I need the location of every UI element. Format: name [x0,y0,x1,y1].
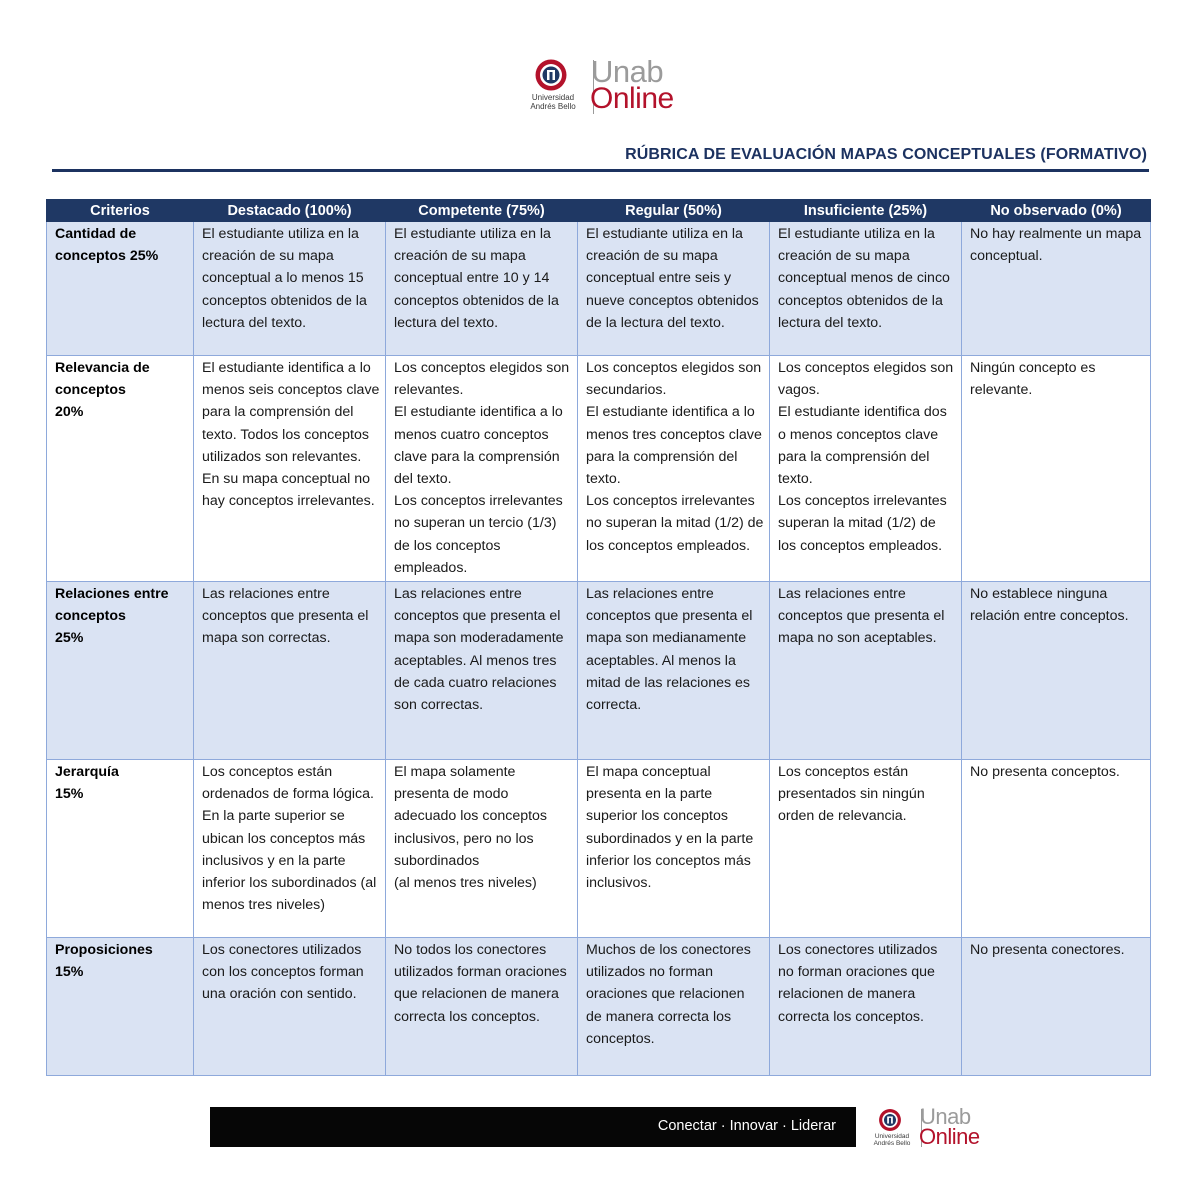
rubric-cell: Los conectores utilizados con los conceptos forman una oración con sentido. [194,938,386,1076]
rubric-cell: El estudiante utiliza en la creación de su mapa conceptual entre 10 y 14 conceptos obtenidos de la lectura del texto. [386,222,578,356]
rubric-cell: Los conceptos elegidos son secundarios. El estudiante identifica a lo menos tres conceptos clave para la comprensión del texto. Los conceptos irrelevantes no superan la mitad (1/2) de los conceptos empleados. [578,356,770,582]
title-rule [52,169,1149,172]
column-header: Criterios [47,200,194,222]
footer-slogan: Conectar · Innovar · Liderar [657,1118,836,1134]
university-name: Universidad Andrés Bello [530,93,576,111]
university-name: Universidad Andrés Bello [873,1133,911,1147]
rubric-row [47,582,1151,760]
rubric-cell: El estudiante utiliza en la creación de su mapa conceptual a lo menos 15 conceptos obtenidos de la lectura del texto. [194,222,386,356]
rubric-cell: Muchos de los conectores utilizados no forman oraciones que relacionen de manera correcta los conceptos. [578,938,770,1076]
rubric-cell: Ningún concepto es relevante. [962,356,1151,582]
rubric-cell: Las relaciones entre conceptos que presenta el mapa son medianamente aceptables. Al menos la mitad de las relaciones es correcta. [578,582,770,760]
column-header: Regular (50%) [578,200,770,222]
brand-online-text: Online [919,1124,980,1149]
rubric-cell: Los conectores utilizados no forman oraciones que relacionen de manera correcta los conceptos. [770,938,962,1076]
column-header: No observado (0%) [962,200,1151,222]
rubric-cell: El mapa conceptual presenta en la parte superior los conceptos subordinados y en la parte inferior los conceptos más inclusivos. [578,760,770,938]
rubric-table [46,199,1151,1076]
rubric-row [47,760,1151,938]
criterion-cell: Relaciones entre conceptos 25% [47,582,194,760]
column-header: Competente (75%) [386,200,578,222]
rubric-cell: Los conceptos elegidos son relevantes. El estudiante identifica a lo menos cuatro conceptos clave para la comprensión del texto. Los conceptos irrelevantes no superan un tercio (1/3) de los conceptos empleados. [386,356,578,582]
rubric-row [47,938,1151,1076]
rubric-cell: El estudiante identifica a lo menos seis conceptos clave para la comprensión del texto. Todos los conceptos utilizados son relevantes. En su mapa conceptual no hay conceptos irrelevantes. [194,356,386,582]
rubric-header-row [47,200,1151,222]
footer-bar [210,1107,856,1147]
rubric-cell: No todos los conectores utilizados forman oraciones que relacionen de manera correcta los conceptos. [386,938,578,1076]
rubric-cell: Los conceptos elegidos son vagos. El estudiante identifica dos o menos conceptos clave para la comprensión del texto. Los conceptos irrelevantes superan la mitad (1/2) de los conceptos empleados. [770,356,962,582]
rubric-row [47,222,1151,356]
criterion-cell: Relevancia de conceptos 20% [47,356,194,582]
rubric-cell: El estudiante utiliza en la creación de su mapa conceptual entre seis y nueve conceptos obtenidos de la lectura del texto. [578,222,770,356]
rubric-cell: Los conceptos están presentados sin ningún orden de relevancia. [770,760,962,938]
column-header: Insuficiente (25%) [770,200,962,222]
rubric-cell: Las relaciones entre conceptos que presenta el mapa son moderadamente aceptables. Al menos tres de cada cuatro relaciones son correctas. [386,582,578,760]
criterion-cell: Proposiciones 15% [47,938,194,1076]
criterion-cell: Cantidad de conceptos 25% [47,222,194,356]
rubric-cell: El estudiante utiliza en la creación de su mapa conceptual menos de cinco conceptos obtenidos de la lectura del texto. [770,222,962,356]
rubric-cell: Las relaciones entre conceptos que presenta el mapa no son aceptables. [770,582,962,760]
brand-online-text: Online [590,82,674,115]
rubric-cell: No hay realmente un mapa conceptual. [962,222,1151,356]
brand-unab-text: Unab [920,1104,971,1129]
unab-online-logo-header [520,54,690,118]
column-header: Destacado (100%) [194,200,386,222]
university-seal-icon [878,1108,902,1132]
rubric-cell: No establece ninguna relación entre conceptos. [962,582,1151,760]
unab-online-logo-footer [868,1104,1008,1152]
rubric-cell: El mapa solamente presenta de modo adecuado los conceptos inclusivos, pero no los subordinados (al menos tres niveles) [386,760,578,938]
criterion-cell: Jerarquía 15% [47,760,194,938]
brand-unab-text: Unab [591,54,664,89]
rubric-cell: No presenta conectores. [962,938,1151,1076]
rubric-cell: Los conceptos están ordenados de forma lógica. En la parte superior se ubican los conceptos más inclusivos y en la parte inferior los subordinados (al menos tres niveles) [194,760,386,938]
rubric-row [47,356,1151,582]
rubric-cell: No presenta conceptos. [962,760,1151,938]
document-title: RÚBRICA DE EVALUACIÓN MAPAS CONCEPTUALES (FORMATIVO) [625,146,1147,163]
university-seal-icon [534,58,568,92]
rubric-cell: Las relaciones entre conceptos que presenta el mapa son correctas. [194,582,386,760]
